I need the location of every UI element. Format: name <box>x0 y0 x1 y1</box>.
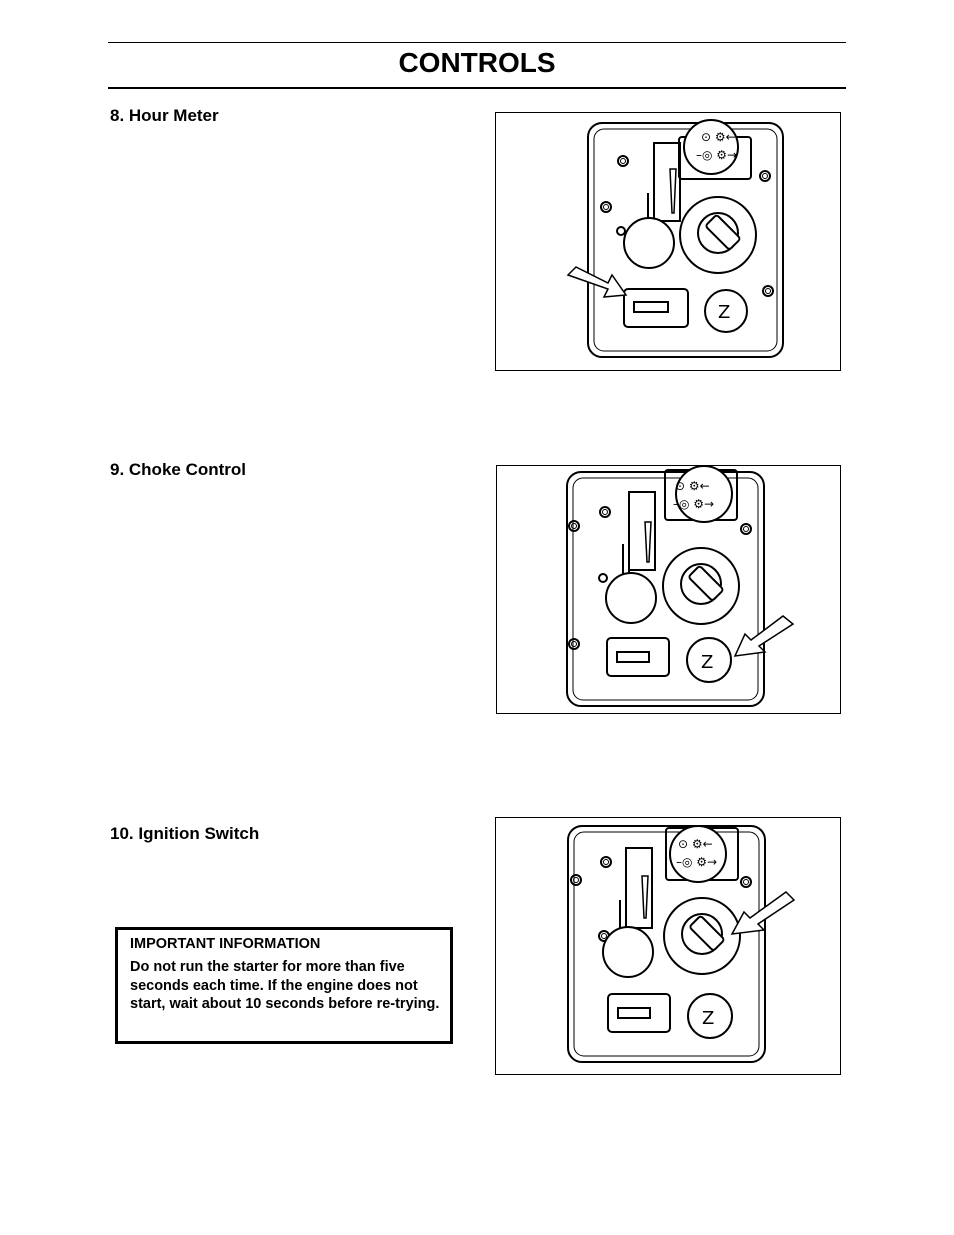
control-panel-ignition-arrow <box>496 818 840 1074</box>
svg-text:–◎ ⚙→: –◎ ⚙→ <box>676 855 718 869</box>
svg-text:Z: Z <box>702 1008 715 1029</box>
figure-hour-meter <box>495 112 841 371</box>
svg-text:–◎ ⚙→: –◎ ⚙→ <box>696 148 738 162</box>
svg-text:⊙ ⚙←: ⊙ ⚙← <box>701 130 736 144</box>
page-title: CONTROLS <box>398 47 556 78</box>
control-panel-choke-arrow <box>497 466 840 713</box>
section-heading-choke-control: 9. Choke Control <box>110 460 247 479</box>
notice-body: Do not run the starter for more than five seconds each time. If the engine does not start, wait about 10 seconds before re-trying. <box>130 959 440 1012</box>
header-top-rule <box>108 42 846 43</box>
important-information-box <box>115 927 453 1044</box>
figure-choke-control <box>496 465 841 714</box>
svg-text:⊙ ⚙←: ⊙ ⚙← <box>675 479 710 493</box>
figure-ignition-switch <box>495 817 841 1075</box>
header-bottom-rule <box>108 87 846 89</box>
section-heading-hour-meter: 8. Hour Meter <box>110 106 219 125</box>
section-heading-ignition-switch: 10. Ignition Switch <box>110 824 260 843</box>
svg-text:⊙ ⚙←: ⊙ ⚙← <box>678 837 713 851</box>
svg-text:–◎ ⚙→: –◎ ⚙→ <box>673 497 715 511</box>
svg-text:Z: Z <box>718 302 731 323</box>
control-panel-hour-meter-arrow <box>496 113 840 370</box>
svg-text:Z: Z <box>701 652 714 673</box>
notice-title: IMPORTANT INFORMATION <box>130 936 321 952</box>
